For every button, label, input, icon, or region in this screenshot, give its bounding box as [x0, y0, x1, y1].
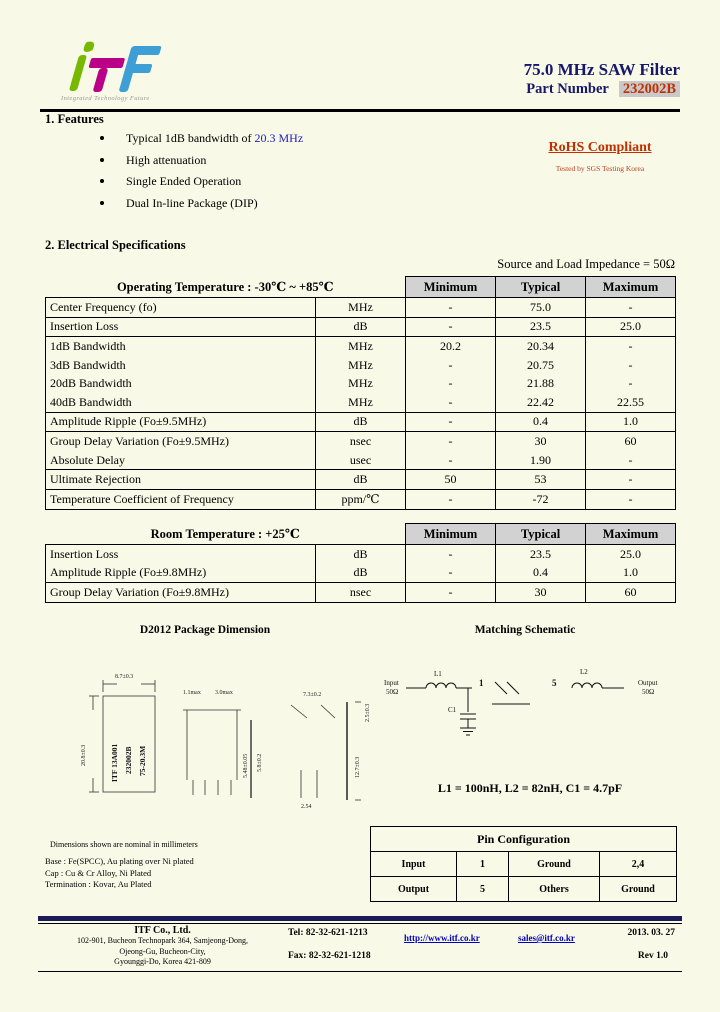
pin-config-cell: Ground [509, 852, 600, 877]
spec-cell-unit: ppm/℃ [316, 489, 406, 509]
rohs-tested-note: Tested by SGS Testing Korea [555, 164, 645, 173]
bullet-icon [100, 158, 104, 162]
spec-cell-min: - [406, 412, 496, 432]
spec-cell-param: 3dB Bandwidth [46, 356, 316, 375]
svg-text:20.8±0.3: 20.8±0.3 [81, 744, 87, 766]
impedance-note: Source and Load Impedance = 50Ω [497, 257, 675, 271]
spec-cell-max: 1.0 [586, 412, 676, 432]
spec-cell-typ: 30 [496, 432, 586, 451]
spec-cell-max: - [586, 374, 676, 393]
spec-cell-param: 20dB Bandwidth [46, 374, 316, 393]
spec-cell-typ: 20.34 [496, 337, 586, 356]
spec-row [46, 451, 676, 470]
feature-item [72, 128, 303, 150]
spec-cell-typ: 0.4 [496, 564, 586, 583]
pin-config-cell: 5 [457, 877, 509, 902]
spec-row [46, 432, 676, 451]
spec-row [46, 356, 676, 375]
spec-cell-max: - [586, 356, 676, 375]
footer-company-block [45, 925, 280, 968]
pin-config-title: Pin Configuration [371, 827, 677, 852]
svg-text:1.1max: 1.1max [183, 690, 201, 696]
package-dimension-drawing [55, 650, 375, 828]
spec-cell-max: - [586, 298, 676, 318]
document-title: 75.0 MHz SAW Filter [523, 60, 680, 79]
spec-cell-param: Ultimate Rejection [46, 470, 316, 490]
specs-heading: 2. Electrical Specifications [45, 238, 186, 252]
company-name: ITF Co., Ltd. [134, 925, 191, 936]
typical-header: Typical [496, 524, 586, 545]
svg-text:50Ω: 50Ω [642, 688, 655, 696]
matching-schematic-heading: Matching Schematic [474, 624, 576, 636]
minimum-header: Minimum [406, 524, 496, 545]
part-number-line [524, 81, 680, 98]
features-heading: 1. Features [45, 112, 104, 126]
footer-bar [38, 916, 682, 921]
spec-cell-typ: 20.75 [496, 356, 586, 375]
company-address: Gyounggi-Do, Korea 421-809 [114, 957, 211, 966]
dimension-note: Dimensions shown are nominal in millimeters [50, 840, 198, 849]
room-temp-spec-table [45, 523, 676, 603]
svg-text:Input: Input [384, 679, 399, 687]
spec-cell-unit: nsec [316, 432, 406, 451]
pin-config-row [371, 877, 677, 902]
spec-cell-unit: MHz [316, 356, 406, 375]
spec-cell-typ: 22.42 [496, 393, 586, 412]
spec-cell-typ: 75.0 [496, 298, 586, 318]
spec-cell-param: 40dB Bandwidth [46, 393, 316, 412]
condition-header: Room Temperature : +25℃ [46, 524, 406, 545]
footer-line [38, 923, 682, 924]
pin-configuration-table [370, 826, 677, 902]
spec-cell-param: Amplitude Ripple (Fo±9.8MHz) [46, 564, 316, 583]
footer-email [518, 928, 575, 946]
itf-logo [60, 38, 170, 96]
spec-cell-min: - [406, 489, 496, 509]
feature-text: Dual In-line Package (DIP) [126, 195, 258, 210]
matching-values: L1 = 100nH, L2 = 82nH, C1 = 4.7pF [437, 781, 623, 795]
spec-cell-max: 25.0 [586, 317, 676, 337]
note-line: Termination : Kovar, Au Plated [45, 879, 152, 889]
spec-cell-param: 1dB Bandwidth [46, 337, 316, 356]
rohs-compliant-label: RoHS Compliant [548, 140, 652, 155]
spec-cell-typ: 1.90 [496, 451, 586, 470]
pin-config-cell: Ground [600, 877, 677, 902]
spec-row [46, 564, 676, 583]
part-number-value: 232002B [619, 81, 680, 97]
spec-cell-typ: -72 [496, 489, 586, 509]
svg-text:5: 5 [552, 678, 557, 688]
spec-cell-max: 1.0 [586, 564, 676, 583]
spec-cell-min: - [406, 432, 496, 451]
svg-text:5.48±0.05: 5.48±0.05 [243, 753, 249, 778]
spec-row [46, 337, 676, 356]
material-notes [45, 856, 194, 891]
svg-text:1: 1 [479, 678, 484, 688]
footer-bottom-line [38, 971, 682, 972]
title-block [524, 60, 680, 98]
pin-config-cell: 2,4 [600, 852, 677, 877]
footer-website [404, 928, 480, 946]
spec-cell-unit: dB [316, 412, 406, 432]
spec-cell-param: Center Frequency (fo) [46, 298, 316, 318]
spec-cell-min: - [406, 564, 496, 583]
spec-cell-min: - [406, 393, 496, 412]
bullet-icon [100, 201, 104, 205]
feature-text: Single Ended Operation [126, 174, 242, 188]
svg-text:2.5±0.3: 2.5±0.3 [365, 703, 371, 722]
svg-text:75-20.3M: 75-20.3M [138, 745, 147, 776]
spec-cell-param: Insertion Loss [46, 317, 316, 337]
spec-cell-param: Insertion Loss [46, 545, 316, 564]
footer-date: 2013. 03. 27 [627, 928, 675, 938]
feature-text: High attenuation [126, 152, 207, 167]
spec-cell-unit: MHz [316, 393, 406, 412]
spec-cell-unit: MHz [316, 337, 406, 356]
company-address: 102-901, Bucheon Technopark 364, Samjeong-Dong, [76, 936, 249, 945]
pin-config-cell: 1 [457, 852, 509, 877]
spec-cell-max: 60 [586, 583, 676, 603]
spec-cell-unit: nsec [316, 583, 406, 603]
svg-text:8.7±0.3: 8.7±0.3 [115, 674, 134, 680]
spec-cell-unit: dB [316, 545, 406, 564]
spec-cell-min: 20.2 [406, 337, 496, 356]
spec-cell-min: - [406, 298, 496, 318]
svg-text:C1: C1 [448, 706, 457, 714]
svg-text:12.7±0.3: 12.7±0.3 [355, 756, 361, 778]
spec-cell-unit: dB [316, 317, 406, 337]
svg-text:50Ω: 50Ω [386, 688, 399, 696]
spec-cell-max: 60 [586, 432, 676, 451]
note-line: Cap : Cu & Cr Alloy, Ni Plated [45, 867, 152, 878]
spec-cell-unit: dB [316, 470, 406, 490]
company-address: Ojeong-Gu, Bucheon-City, [119, 946, 206, 956]
spec-cell-unit: MHz [316, 374, 406, 393]
feature-item [72, 171, 303, 193]
svg-text:3.0max: 3.0max [215, 690, 233, 696]
svg-text:7.3±0.2: 7.3±0.2 [303, 692, 322, 698]
website-link[interactable]: http://www.itf.co.kr [404, 933, 480, 943]
svg-text:Output: Output [638, 679, 658, 687]
spec-row [46, 545, 676, 564]
table-header-row [46, 277, 676, 298]
feature-highlight: 20.3 MHz [254, 131, 304, 145]
pin-config-cell: Others [509, 877, 600, 902]
feature-item [72, 193, 303, 215]
pin-config-row [371, 852, 677, 877]
header-divider [40, 109, 680, 112]
spec-cell-unit: dB [316, 564, 406, 583]
svg-text:L1: L1 [434, 670, 442, 678]
spec-cell-max: - [586, 337, 676, 356]
spec-row [46, 412, 676, 432]
rohs-block [500, 140, 700, 173]
spec-row [46, 374, 676, 393]
bullet-icon [100, 179, 104, 183]
spec-cell-param: Amplitude Ripple (Fo±9.5MHz) [46, 412, 316, 432]
table-header-row [46, 524, 676, 545]
svg-text:232002B: 232002B [124, 746, 133, 774]
spec-cell-max: 22.55 [586, 393, 676, 412]
email-link[interactable]: sales@itf.co.kr [518, 933, 575, 943]
features-list [72, 128, 303, 214]
svg-text:L2: L2 [580, 668, 588, 676]
svg-text:2.54: 2.54 [301, 804, 312, 810]
spec-cell-param: Absolute Delay [46, 451, 316, 470]
spec-row [46, 298, 676, 318]
spec-cell-min: - [406, 356, 496, 375]
spec-cell-min: - [406, 317, 496, 337]
spec-cell-param: Temperature Coefficient of Frequency [46, 489, 316, 509]
spec-cell-unit: MHz [316, 298, 406, 318]
footer-tel: Tel: 82-32-621-1213 [288, 928, 368, 938]
spec-cell-min: - [406, 451, 496, 470]
spec-cell-max: - [586, 470, 676, 490]
spec-cell-param: Group Delay Variation (Fo±9.5MHz) [46, 432, 316, 451]
part-number-label: Part Number [526, 81, 609, 97]
spec-cell-typ: 21.88 [496, 374, 586, 393]
feature-item [72, 150, 303, 172]
spec-cell-typ: 23.5 [496, 545, 586, 564]
spec-cell-typ: 0.4 [496, 412, 586, 432]
svg-text:5.8±0.2: 5.8±0.2 [257, 753, 263, 772]
svg-text:ITF 13A001: ITF 13A001 [110, 743, 119, 782]
spec-cell-min: - [406, 545, 496, 564]
maximum-header: Maximum [586, 524, 676, 545]
feature-text: Typical 1dB bandwidth of [126, 131, 255, 145]
spec-row [46, 489, 676, 509]
spec-cell-min: - [406, 374, 496, 393]
package-dimension-heading: D2012 Package Dimension [139, 624, 271, 636]
spec-cell-typ: 53 [496, 470, 586, 490]
spec-cell-max: 25.0 [586, 545, 676, 564]
spec-row [46, 583, 676, 603]
logo-tagline: Integrated Technology Future [61, 95, 150, 102]
spec-cell-unit: usec [316, 451, 406, 470]
bullet-icon [100, 136, 104, 140]
spec-cell-typ: 30 [496, 583, 586, 603]
spec-row [46, 393, 676, 412]
footer-revision: Rev 1.0 [637, 951, 668, 961]
spec-cell-param: Group Delay Variation (Fo±9.8MHz) [46, 583, 316, 603]
spec-cell-typ: 23.5 [496, 317, 586, 337]
typical-header: Typical [496, 277, 586, 298]
pin-config-cell: Input [371, 852, 457, 877]
spec-row [46, 317, 676, 337]
minimum-header: Minimum [406, 277, 496, 298]
condition-header: Operating Temperature : -30℃ ~ +85℃ [46, 277, 406, 298]
spec-cell-min: 50 [406, 470, 496, 490]
maximum-header: Maximum [586, 277, 676, 298]
note-line: Base : Fe(SPCC), Au plating over Ni plated [45, 856, 194, 866]
matching-schematic-drawing [380, 656, 690, 766]
footer-fax: Fax: 82-32-621-1218 [288, 951, 371, 961]
pin-config-title-row [371, 827, 677, 852]
pin-config-cell: Output [371, 877, 457, 902]
spec-cell-min: - [406, 583, 496, 603]
spec-row [46, 470, 676, 490]
operating-temp-spec-table [45, 276, 676, 510]
spec-cell-max: - [586, 451, 676, 470]
spec-cell-max: - [586, 489, 676, 509]
